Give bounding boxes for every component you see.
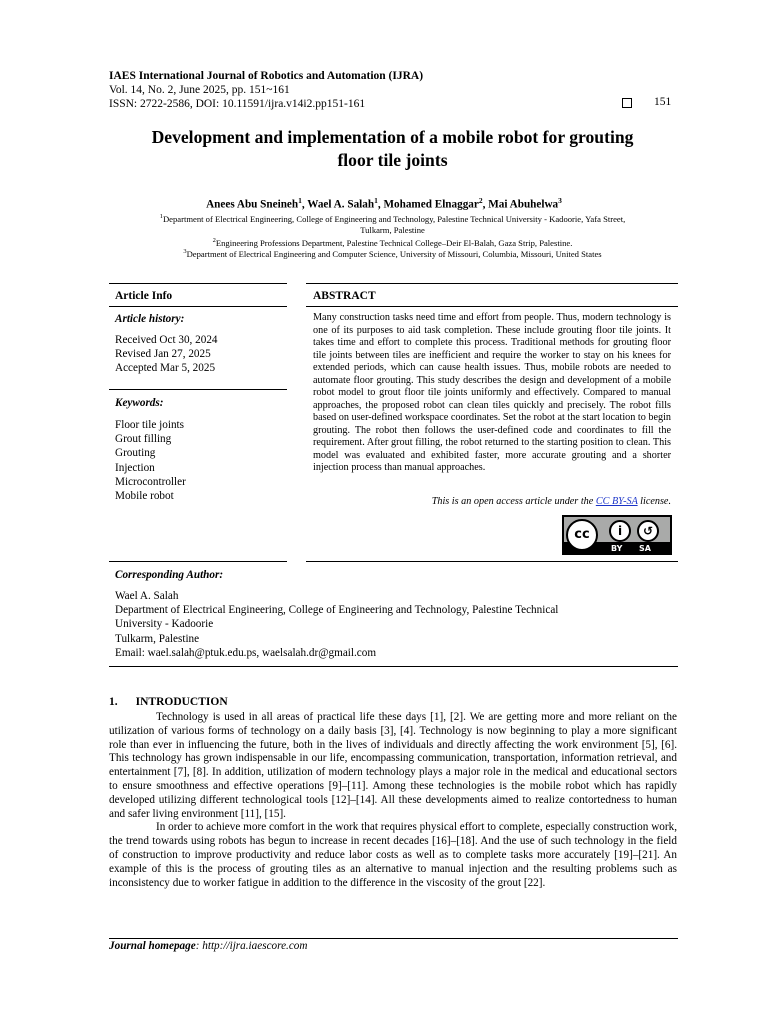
title-line-1: Development and implementation of a mobile robot for grouting <box>151 127 634 147</box>
keyword: Microcontroller <box>115 475 186 488</box>
keyword: Floor tile joints <box>115 419 184 431</box>
author-name: Mai Abuhelwa <box>488 198 559 211</box>
received-date: Received Oct 30, 2024 <box>115 334 218 346</box>
keyword: Mobile robot <box>115 490 174 503</box>
affiliation-sup: 2 <box>212 237 216 244</box>
author-separator: , <box>482 198 489 211</box>
corresponding-name: Wael A. Salah <box>115 590 179 602</box>
section-number: 1. <box>109 696 118 708</box>
journal-name: IAES International Journal of Robotics and Automation (IJRA) <box>109 70 424 82</box>
footer-rule <box>109 938 678 939</box>
abstract-text: Many construction tasks need time and effort from people. Thus, modern technology is one of its purposes to aid task completion. These include grouting floor tile joints. It takes time and effort to complete this process. Traditional methods for grouting floor tile joints between tiles are inefficient and require the worker to stay on his knees for extended periods, which can cause health issues. Thus, mobile robots are needed to automate floor grouting. This study describes the design and development of a mobile robot model to grout floor tile joints uniformly and effectively. Compared to manual approaches, the proposed robot can clean tiles quickly and precisely. The robot fills based on user-defined workspace coordinates. Set the robot at the start location to begin grouting. The robot then follows the user-defined code and coordinates to fill the requirement. After grout filling, the robot returned to the starting position to clean. This model was evaluated and exhibited faster, more accurate grouting and a shorter injection process than manual approaches. <box>313 312 671 473</box>
corresponding-city: Tulkarm, Palestine <box>115 632 200 645</box>
title-line-2: floor tile joints <box>337 150 448 170</box>
affiliation-sup: 3 <box>183 248 187 255</box>
abstract-sub-rule <box>306 306 678 307</box>
affiliation-text: Tulkarm, Palestine <box>360 224 425 235</box>
journal-homepage-link[interactable]: : http://ijra.iaescore.com <box>195 940 308 952</box>
author-separator: , <box>377 198 384 211</box>
keyword: Grout filling <box>115 433 172 446</box>
section-heading <box>109 696 228 708</box>
section-title: INTRODUCTION <box>135 696 228 708</box>
cc-by-label: BY <box>611 544 623 553</box>
affiliation-3 <box>105 246 680 260</box>
square-icon <box>622 98 632 108</box>
keyword: Injection <box>115 461 155 474</box>
affiliation-text: Department of Electrical Engineering and Computer Science, University of Missouri, Columbia, Missouri, United States <box>186 248 602 259</box>
article-history <box>115 333 218 376</box>
cc-icon: cc <box>566 519 598 551</box>
cc-by-sa-link[interactable]: CC BY-SA <box>595 496 638 507</box>
introduction-body <box>109 711 677 890</box>
corresponding-bottom-rule <box>109 666 678 667</box>
affiliation-text: Department of Electrical Engineering, College of Engineering and Technology, Palestine Technical University - Kadoorie, Yafa Street, <box>162 213 626 224</box>
author-affiliation-sup: 1 <box>298 196 302 205</box>
accepted-date: Accepted Mar 5, 2025 <box>115 362 216 375</box>
cc-sa-label: SA <box>639 544 651 553</box>
affiliation-text: Engineering Professions Department, Palestine Technical College–Deir El-Balah, Gaza Strip, Palestine. <box>215 237 573 248</box>
author-affiliation-sup: 3 <box>558 196 562 205</box>
paper-title <box>100 126 685 172</box>
affiliation-1 <box>105 211 680 236</box>
footer-label: Journal homepage <box>109 940 196 952</box>
corresponding-department: University - Kadoorie <box>115 618 214 631</box>
author-name: Anees Abu Sneineh <box>206 198 299 211</box>
article-info-top-rule <box>109 283 287 284</box>
article-info-heading: Article Info <box>115 290 173 302</box>
license-suffix: license. <box>637 496 671 507</box>
author-name: Wael A. Salah <box>307 198 375 211</box>
keywords-divider <box>109 389 287 390</box>
corresponding-author-heading: Corresponding Author: <box>115 569 224 581</box>
corresponding-department: Department of Electrical Engineering, College of Engineering and Technology, Palestine Technical <box>115 604 559 617</box>
author-affiliation-sup: 2 <box>478 196 483 205</box>
author-list <box>100 196 668 211</box>
paragraph: In order to achieve more comfort in the work that requires physical effort to complete, especially construction work, the trend towards using robots has begun to increase in recent decades [16]–[18]. And the use of such technology in the field of construction to improve productivity and reduce labor costs as well as to complete tasks more accurately [19]–[21]. An example of this is the process of grouting tiles as an alternative to manual injection and the resulting problems such as inconsistency due to worker fatigue in addition to the difference in the viscosity of the grout [22]. <box>109 821 677 889</box>
revised-date: Revised Jan 27, 2025 <box>115 348 211 361</box>
share-alike-icon: ↺ <box>637 520 659 542</box>
person-icon: i <box>609 520 631 542</box>
issn-doi: ISSN: 2722-2586, DOI: 10.11591/ijra.v14i2.pp151-161 <box>109 98 366 110</box>
journal-homepage <box>109 940 307 952</box>
abstract-top-rule <box>306 283 678 284</box>
author-affiliation-sup: 1 <box>374 196 378 205</box>
corresponding-email: Email: wael.salah@ptuk.edu.ps, waelsalah.dr@gmail.com <box>115 646 377 659</box>
license-prefix: This is an open access article under the <box>431 496 596 507</box>
volume-info: Vol. 14, No. 2, June 2025, pp. 151~161 <box>109 84 290 96</box>
abstract-heading: ABSTRACT <box>313 290 376 302</box>
cc-by-sa-logo <box>562 515 672 555</box>
article-history-heading: Article history: <box>115 313 185 325</box>
corresponding-author-block <box>115 589 558 660</box>
author-separator: , <box>301 198 308 211</box>
keyword-list <box>115 418 186 503</box>
license-statement <box>300 496 671 507</box>
article-info-sub-rule <box>109 306 287 307</box>
page-number: 151 <box>654 96 672 108</box>
paragraph: Technology is used in all areas of practical life these days [1], [2]. We are getting more and more reliant on the utilization of various forms of technology on a daily basis [3], [4]. Technology is now beginning to play a more significant role than ever in influencing the future, both in the lives of individuals and directly affecting the work environment [5], [6]. This technology has grown indispensable in our life, encompassing communication, transportation, information retrieval, and entertainment [7], [8]. In addition, utilization of modern technology plays a major role in the medical and educational sectors to ensure smoothness and effective operations [9]–[11]. Among these technologies is the mobile robot which has rapidly developed utilizing different technological tools [12]–[14]. All these developments aimed to realize contortedness to human and safer living environment [11], [15]. <box>109 711 677 820</box>
keywords-heading: Keywords: <box>115 397 164 409</box>
affiliation-sup: 1 <box>159 213 163 220</box>
article-info-bottom-rule <box>109 561 287 562</box>
author-name: Mohamed Elnaggar <box>383 198 479 211</box>
keyword: Grouting <box>115 447 156 460</box>
abstract-bottom-rule <box>306 561 678 562</box>
